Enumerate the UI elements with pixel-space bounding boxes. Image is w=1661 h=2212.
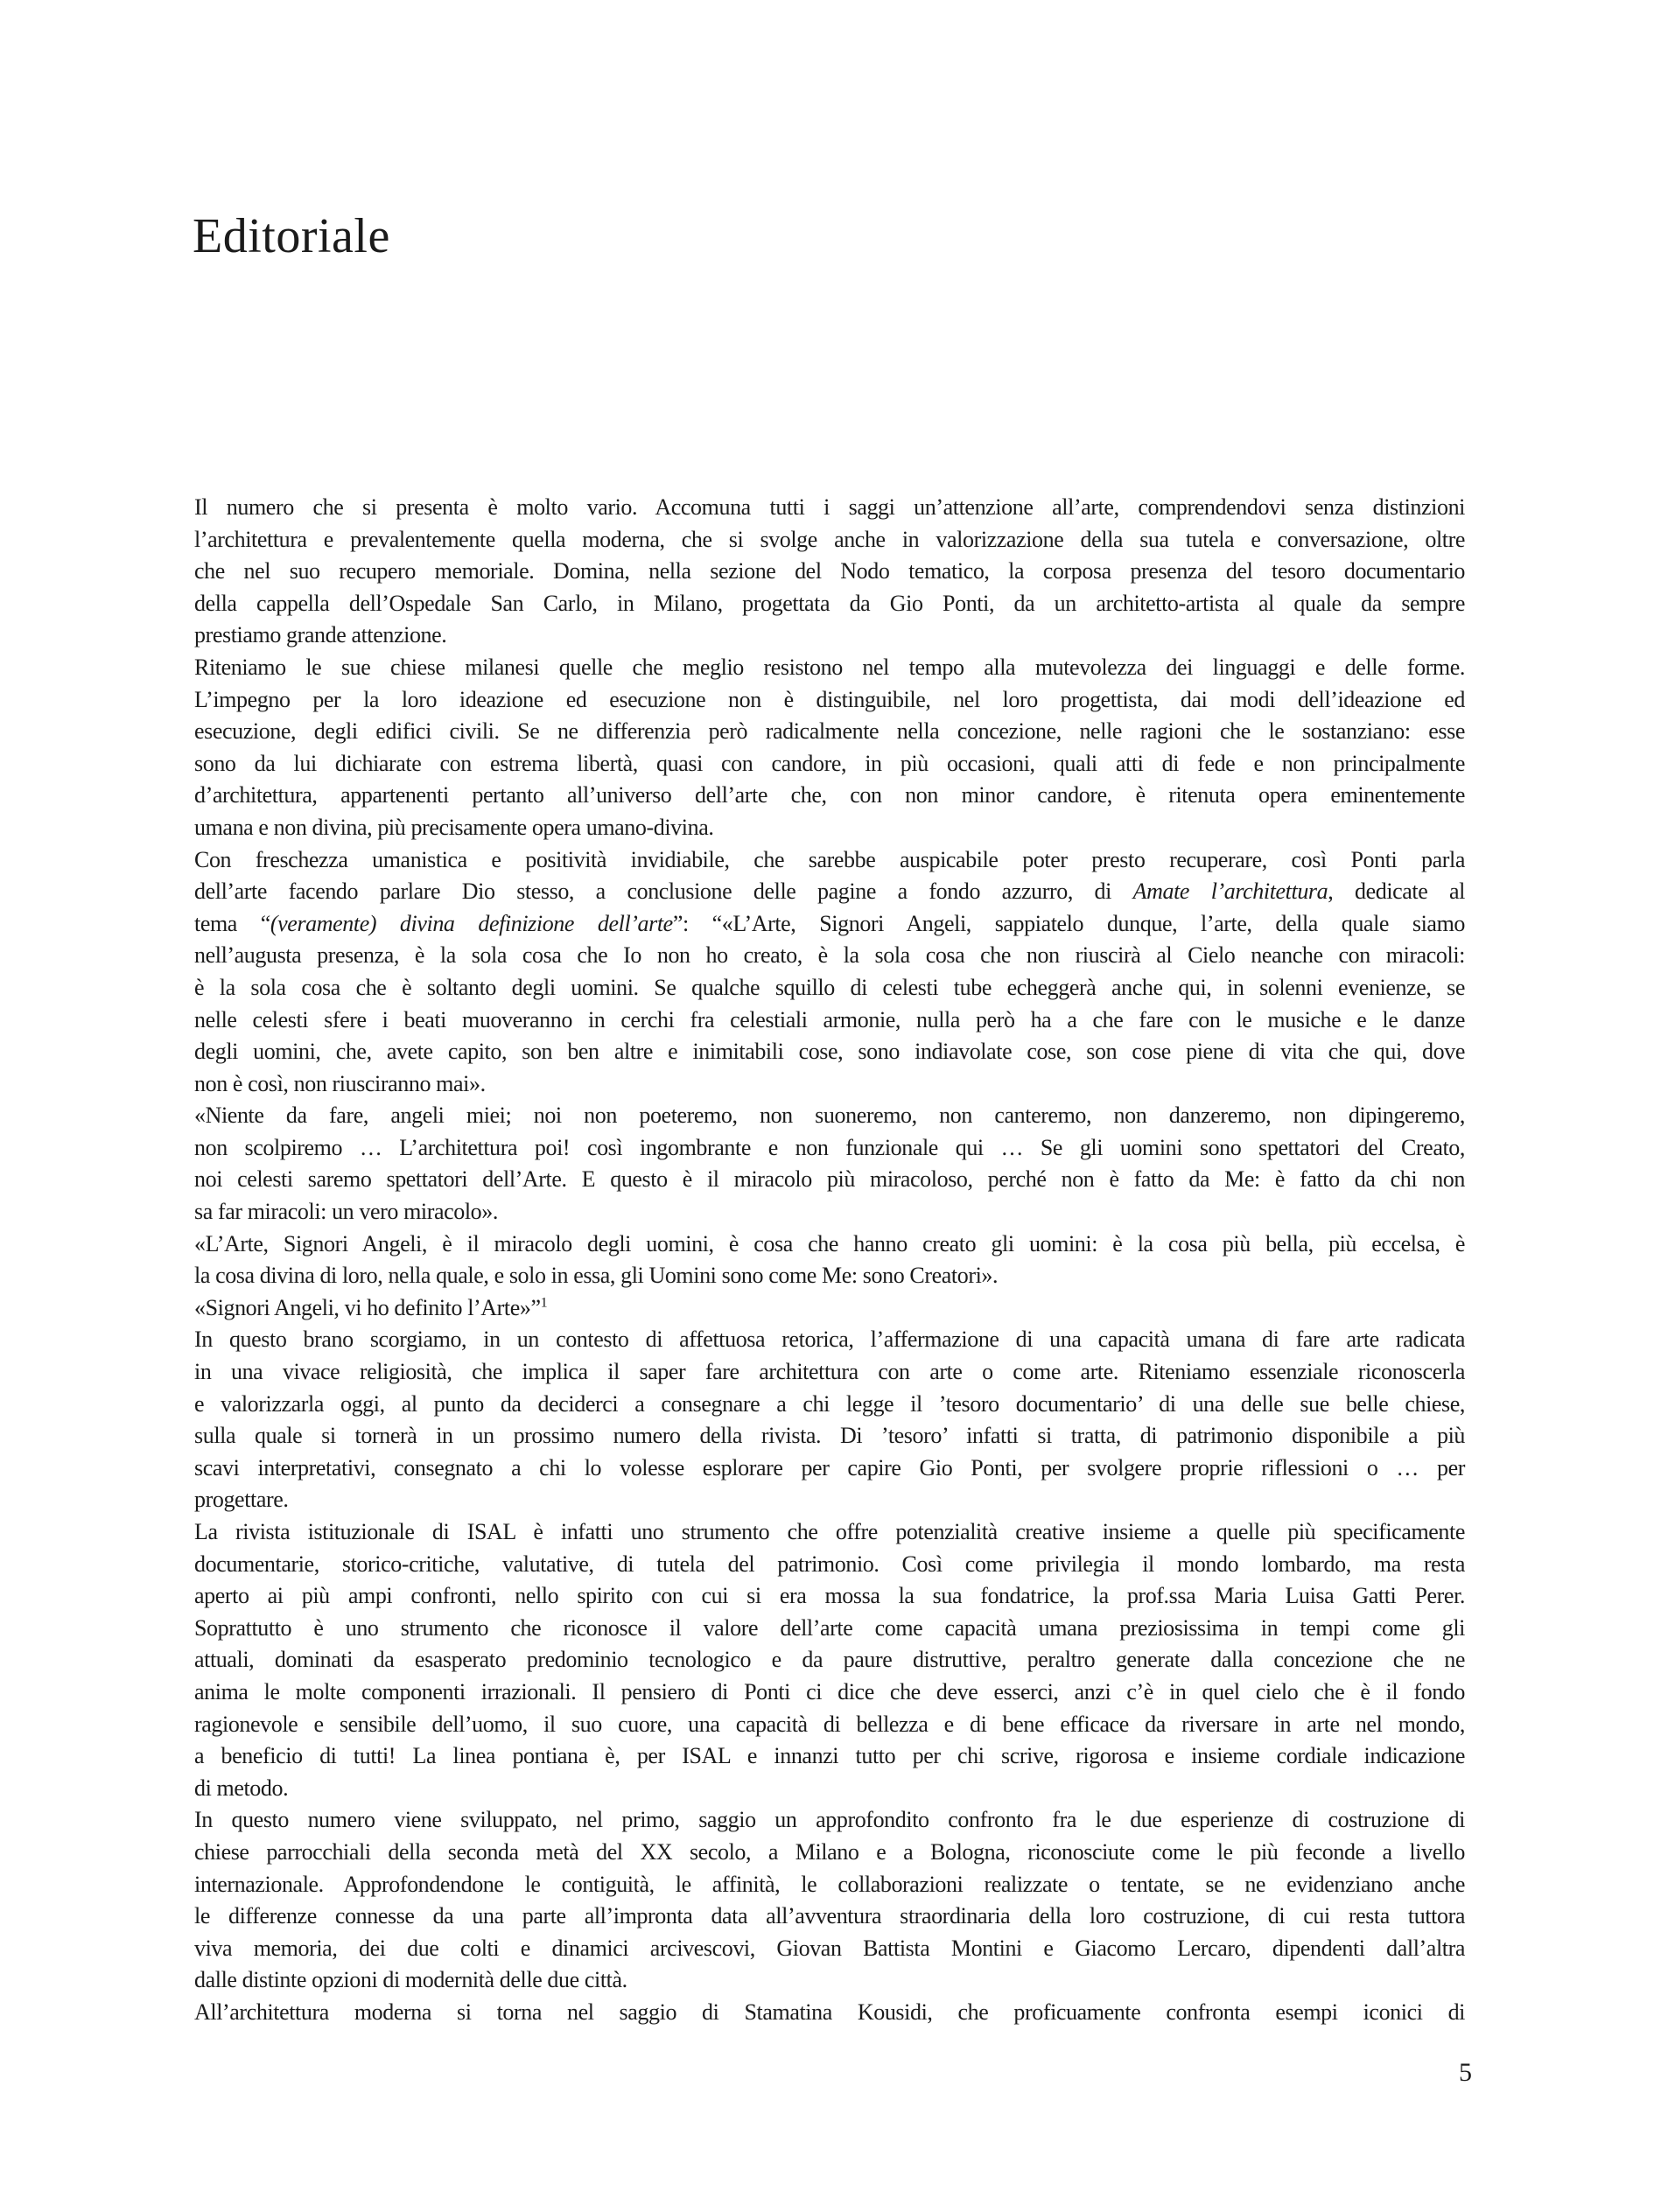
text-run: esecuzione, degli edifici civili. Se ne differenzia però radicalmente nella concezione, nelle ragioni che le sostanziano: esse [194, 718, 1465, 745]
text-run: dell’arte facendo parlare Dio stesso, a conclusione delle pagine a fondo azzurro, di [194, 878, 1133, 905]
text-run: internazionale. Approfondendone le contiguità, le affinità, le collaborazioni realizzate o tentate, se ne evidenziano anche [194, 1871, 1465, 1897]
text-run: la cosa divina di loro, nella quale, e solo in essa, gli Uomini sono come Me: sono Creatori». [194, 1263, 999, 1289]
text-line [194, 1196, 1465, 1228]
text-run: e valorizzarla oggi, al punto da deciderci a consegnare a chi legge il ’tesoro documentario’ di una delle sue belle chiese, [194, 1390, 1465, 1417]
paragraph [194, 492, 1465, 652]
text-line [194, 1484, 1465, 1516]
text-line [194, 492, 1465, 524]
text-line [194, 588, 1465, 620]
text-run: viva memoria, dei due colti e dinamici arcivescovi, Giovan Battista Montini e Giacomo Lercaro, dipendenti dall’altra [194, 1935, 1465, 1961]
text-run: «Niente da fare, angeli miei; noi non poeteremo, non suoneremo, non canteremo, non danzeremo, non dipingeremo, [194, 1102, 1465, 1129]
text-line [194, 908, 1465, 941]
text-run: ragionevole e sensibile dell’uomo, il suo cuore, una capacità di bellezza e di bene efficace da riversare in arte nel mondo, [194, 1711, 1465, 1737]
text-line [194, 716, 1465, 748]
text-run: prestiamo grande attenzione. [194, 622, 447, 648]
text-run: le differenze connesse da una parte all’impronta data all’avventura straordinaria della loro costruzione, di cui resta tuttora [194, 1903, 1465, 1929]
text-line [194, 1964, 1465, 1997]
text-line [194, 1804, 1465, 1837]
text-line [194, 684, 1465, 717]
text-line [194, 940, 1465, 972]
paragraph [194, 1516, 1465, 1804]
text-line [194, 748, 1465, 780]
text-run: sulla quale si tornerà in un prossimo numero della rivista. Di ’tesoro’ infatti si tratta, di patrimonio disponibile a più [194, 1423, 1465, 1449]
text-run: documentarie, storico-critiche, valutative, di tutela del patrimonio. Così come privilegia il mondo lombardo, ma resta [194, 1550, 1465, 1577]
text-line [194, 1068, 1465, 1101]
text-run: anima le molte componenti irrazionali. Il pensiero di Ponti ci dice che deve esserci, anzi c’è in quel cielo che è il fondo [194, 1678, 1465, 1704]
text-line [194, 1933, 1465, 1965]
paragraph [194, 1292, 1465, 1325]
text-run: nell’augusta presenza, è la sola cosa che Io non ho creato, è la sola cosa che non riuscirà al Cielo neanche con miracoli: [194, 942, 1465, 969]
paragraph [194, 1997, 1465, 2029]
text-run: In questo numero viene sviluppato, nel primo, saggio un approfondito confronto fra le due esperienze di costruzione di [194, 1807, 1465, 1833]
text-line [194, 556, 1465, 588]
text-line [194, 1613, 1465, 1645]
italic-text-run: (veramente) divina definizione dell’arte [270, 910, 673, 936]
text-line [194, 1004, 1465, 1037]
text-line [194, 524, 1465, 556]
text-line [194, 1997, 1465, 2029]
paragraph [194, 652, 1465, 844]
footnote-marker: 1 [540, 1295, 548, 1311]
text-run: nelle celesti sfere i beati muoveranno in cerchi fra celestiali armonie, nulla però ha a che fare con le musiche e le danze [194, 1006, 1465, 1032]
text-line [194, 1549, 1465, 1581]
text-run: scavi interpretativi, consegnato a chi lo volesse esplorare per capire Gio Ponti, per svolgere proprie riflessioni o … per [194, 1454, 1465, 1480]
text-run: degli uomini, che, avete capito, son ben altre e inimitabili cose, sono indiavolate cose, son cose piene di vita che qui, dove [194, 1039, 1465, 1065]
text-line [194, 620, 1465, 652]
text-run: l’architettura e prevalentemente quella moderna, che si svolge anche in valorizzazione della sua tutela e conversazione, oltre [194, 526, 1465, 552]
text-line [194, 1869, 1465, 1901]
text-line [194, 652, 1465, 684]
text-line [194, 876, 1465, 908]
text-line [194, 1773, 1465, 1805]
text-run: chiese parrocchiali della seconda metà del XX secolo, a Milano e a Bologna, riconosciute come le più feconde a livello [194, 1838, 1465, 1865]
text-line [194, 1260, 1465, 1292]
text-line [194, 844, 1465, 877]
text-line [194, 1389, 1465, 1421]
paragraph [194, 1324, 1465, 1516]
paragraph [194, 844, 1465, 1101]
text-run: non è così, non riusciranno mai». [194, 1070, 486, 1096]
paragraph [194, 1228, 1465, 1292]
text-run: non scolpiremo … L’architettura poi! così ingombrante e non funzionale qui … Se gli uomini sono spettatori del Creato, [194, 1134, 1465, 1160]
text-run: «L’Arte, Signori Angeli, è il miracolo degli uomini, è cosa che hanno creato gli uomini: è la cosa più bella, più eccelsa, è [194, 1230, 1465, 1256]
text-line [194, 1132, 1465, 1165]
paragraph [194, 1100, 1465, 1228]
text-run: d’architettura, appartenenti pertanto all’universo dell’arte che, con non minor candore, è ritenuta opera eminentemente [194, 782, 1465, 808]
text-run: Con freschezza umanistica e positività invidiabile, che sarebbe auspicabile poter presto recuperare, così Ponti parla [194, 846, 1465, 872]
text-run: progettare. [194, 1487, 289, 1513]
text-line [194, 1900, 1465, 1933]
text-run: umana e non divina, più precisamente opera umano-divina. [194, 814, 714, 840]
text-line [194, 1580, 1465, 1613]
text-line [194, 1709, 1465, 1741]
text-line [194, 972, 1465, 1004]
text-line [194, 1100, 1465, 1132]
text-line [194, 1164, 1465, 1196]
text-line [194, 1452, 1465, 1485]
text-run: di metodo. [194, 1774, 289, 1801]
page-number: 5 [1459, 2058, 1472, 2087]
text-run: aperto ai più ampi confronti, nello spirito con cui si era mossa la sua fondatrice, la prof.ssa Maria Luisa Gatti Perer. [194, 1583, 1465, 1609]
text-line [194, 780, 1465, 812]
text-line [194, 1324, 1465, 1356]
text-run: della cappella dell’Ospedale San Carlo, in Milano, progettata da Gio Ponti, da un architetto-artista al quale da sempre [194, 590, 1465, 616]
text-run: è la sola cosa che è soltanto degli uomini. Se qualche squillo di celesti tube echeggerà anche qui, in solenni evenienze, se [194, 974, 1465, 1000]
text-run: Soprattutto è uno strumento che riconosce il valore dell’arte come capacità umana preziosissima in tempi come gli [194, 1614, 1465, 1641]
paragraph [194, 1804, 1465, 1997]
text-run: L’impegno per la loro ideazione ed esecuzione non è distinguibile, nel loro progettista, dai modi dell’ideazione ed [194, 686, 1465, 712]
text-run: All’architettura moderna si torna nel saggio di Stamatina Kousidi, che proficuamente confronta esempi iconici di [194, 1998, 1465, 2025]
text-line [194, 1837, 1465, 1869]
text-run: La rivista istituzionale di ISAL è infatti uno strumento che offre potenzialità creative insieme a quelle più specificamente [194, 1519, 1465, 1544]
text-run: «Signori Angeli, vi ho definito l’Arte»” [194, 1294, 541, 1320]
editorial-body [194, 492, 1465, 2029]
text-run: Il numero che si presenta è molto vario. Accomuna tutti i saggi un’attenzione all’arte, comprendendovi senza distinzioni [194, 494, 1465, 520]
text-line [194, 1228, 1465, 1261]
text-run: in una vivace religiosità, che implica il saper fare architettura con arte o come arte. Riteniamo essenziale riconoscerla [194, 1359, 1465, 1385]
text-run: Riteniamo le sue chiese milanesi quelle che meglio resistono nel tempo alla mutevolezza dei linguaggi e delle forme. [194, 654, 1465, 680]
text-run: sono da lui dichiarate con estrema libertà, quasi con candore, in più occasioni, quali atti di fede e non principalmente [194, 750, 1465, 776]
text-run: In questo brano scorgiamo, in un contesto di affettuosa retorica, l’affermazione di una capacità umana di fare arte radicata [194, 1326, 1465, 1353]
text-run: , dedicate al [1328, 878, 1465, 905]
text-line [194, 1516, 1465, 1549]
text-run: noi celesti saremo spettatori dell’Arte. E questo è il miracolo più miracoloso, perché non è fatto da Me: è fatto da chi non [194, 1166, 1465, 1193]
text-run: tema “ [194, 910, 270, 936]
text-run: sa far miracoli: un vero miracolo». [194, 1199, 498, 1225]
text-line [194, 1292, 1465, 1325]
text-line [194, 1036, 1465, 1068]
text-line [194, 1740, 1465, 1773]
text-run: ”: “«L’Arte, Signori Angeli, sappiatelo dunque, l’arte, della quale siamo [672, 910, 1465, 936]
text-run: attuali, dominati da esasperato predominio tecnologico e da paure distruttive, peraltro generate dalla concezione che ne [194, 1647, 1465, 1673]
text-line [194, 812, 1465, 844]
text-run: a beneficio di tutti! La linea pontiana è, per ISAL e innanzi tutto per chi scrive, rigorosa e insieme cordiale indicazione [194, 1743, 1465, 1769]
text-run: che nel suo recupero memoriale. Domina, nella sezione del Nodo tematico, la corposa presenza del tesoro documentario [194, 558, 1465, 584]
text-line [194, 1644, 1465, 1676]
page-title: Editoriale [193, 208, 390, 263]
italic-text-run: Amate l’architettura [1132, 878, 1328, 905]
text-run: dalle distinte opzioni di modernità delle due città. [194, 1967, 627, 1993]
text-line [194, 1676, 1465, 1709]
text-line [194, 1356, 1465, 1389]
text-line [194, 1420, 1465, 1452]
